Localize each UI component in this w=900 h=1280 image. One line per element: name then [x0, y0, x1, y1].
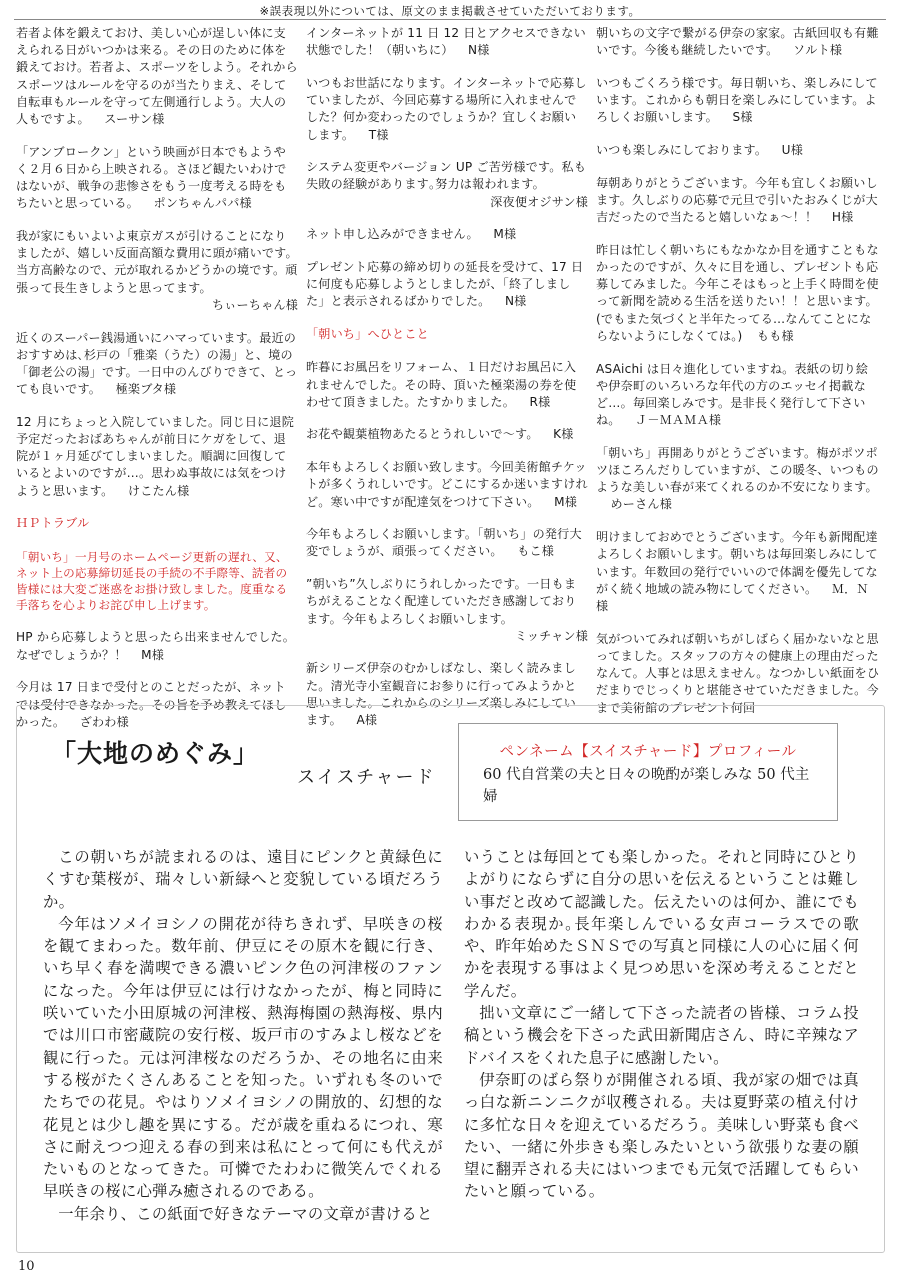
essay-section [16, 705, 885, 1253]
reader-comment: いつも楽しみにしております。 U様 [596, 143, 804, 158]
essay-paragraph: 一年余り、この紙面で好きなテーマの文章が書けると [58, 1204, 433, 1223]
reader-comment: 12 月にちょっと入院していました。同じ日に退院予定だったおばあちゃんが前日にケガをして、退院が１ヶ月延びてしまいました。順調に回復しているとよいのですが…。思わぬ事故には気をつけようと思います。 けこたん様 [16, 414, 295, 498]
comment-signature: H様 [831, 210, 854, 225]
disclaimer-note: ※誤表現以外については、原文のまま掲載させていただいております。 [259, 4, 641, 18]
essay-paragraph: 拙い文章にご一緒して下さった読者の皆様、コラム投稿という機会を下さった武田新聞店さん、時に辛辣なアドバイスをくれた息子に感謝したい。 [464, 1004, 859, 1067]
reader-comment: 気がついてみれば朝いちがしばらく届かないなと思ってました。スタッフの方々の健康上の理由だったなんて。人事とは思えません。なつかしい紙面をひだまりでじっくりと堪能させていただきました。今まで美術館のプレゼント何回 [596, 631, 880, 715]
comment-signature: ざわわ様 [79, 714, 129, 729]
reader-comment: 今月は 17 日まで受付とのことだったが、ネットでは受付できなかった。その旨を予め教えてほしかった。 ざわわ様 [16, 680, 287, 729]
essay-title: 「大地のめぐみ」 [51, 739, 260, 768]
comment-signature: ソルト様 [793, 43, 843, 58]
essay-paragraph: この朝いちが読まれるのは、遠目にピンクと黄緑色にくすむ葉桜が、瑞々しい新緑へと変貌している頃だろうか。 [43, 848, 443, 911]
comment-signature: A様 [356, 713, 378, 728]
reader-comment: HP から応募しようと思ったら出来ませんでした。なぜでしょうか？！ M様 [16, 630, 296, 662]
reader-comment: 我が家にもいよいよ東京ガスが引けることになりましたが、嬉しい反面高額な費用に頭が痛いです。当方高齢なので、元が取れるかどうかの境です。頑張って長生きしようと思ってます。 ちぃーちゃん様 [16, 228, 298, 314]
reader-comment: いつもお世話になります。インターネットで応募していましたが、今回応募する場所に入れませんでした？何か変わったのでしょうか？宜しくお願いします。 T様 [306, 75, 587, 142]
comment-signature: スーサン様 [104, 112, 165, 127]
essay-column-right [464, 846, 859, 1203]
reader-comment: プレゼント応募の締め切りの延長を受けて、17 日に何度も応募しようとしましたが、「終了しました」と表示されるばかりでした。 N様 [306, 260, 584, 309]
essay-paragraph: 今年はソメイヨシノの開花が待ちきれず、早咲きの桜を観てまわった。数年前、伊豆にその原木を観に行き、いち早く春を満喫できる濃いピンク色の河津桜のファンになった。今年は伊豆には行けなかったが、梅と同時に咲いていた小田原城の河津桜、熱海梅園の熱海桜、県内では川口市密蔵院の安行桜、坂戸市のすみよし桜などを観に行った。元は河津桜なのだろうか、その地名に由来する桜がたくさんあることを知った。いずれも冬のいでたちでの花見。やはりソメイヨシノの開放的、幻想的な花見とは少し趣を異にする。だが歳を重ねるにつれ、寒さに耐えつつ迎える春の到来は私にとって何にも代えがたいものとなってきた。可憐でたわわに微笑んでくれる早咲きの桜に心弾み癒されるのである。 [43, 914, 443, 1201]
comment-signature: もこ様 [517, 544, 555, 559]
profile-text: 60 代自営業の夫と日々の晩酌が楽しみな 50 代主婦 [483, 767, 810, 805]
hp-trouble-heading: ＨＰトラブル [16, 516, 90, 531]
comment-signature: R様 [529, 394, 551, 409]
comment-signature: ちぃーちゃん様 [211, 297, 298, 312]
comment-signature: ポンちゃんパパ様 [153, 196, 252, 211]
comment-signature: ミッチャン様 [514, 628, 588, 643]
reader-comment: 「アンブロークン」という映画が日本でもようやく２月６日から上映される。さほど観たいわけではないが、戦争の悲惨さをもう一度考える時をもちたいと思っている。 ポンちゃんパパ様 [16, 144, 287, 211]
comment-signature: 極楽ブタ様 [115, 382, 177, 397]
comment-signature: Ｍ．Ｎ様 [596, 581, 869, 613]
reader-comment: お花や観葉植物あたるとうれしいで～す。 K様 [306, 427, 574, 442]
essay-author: スイスチャード [297, 767, 436, 788]
comment-signature: U様 [781, 143, 804, 158]
reader-comment: 若者よ体を鍛えておけ、美しい心が逞しい体に支えられる日がいつかは来る。その日のために体を鍛えておけ。若者よ、スポーツをしよう。それからスポーツはルールを守るのが当たりまえ、そして自転車もルールを守って左側通行しよう。大人の人もですよ。 スーサン様 [16, 26, 298, 127]
reader-comment: 朝いちの文字で繋がる伊奈の家家。古紙回収も有難いです。今後も継続したいです。 ソルト様 [596, 26, 879, 58]
reader-comment: 「朝いち」再開ありがとうございます。梅がポツポツほころんだりしていますが、この暖冬、いつものような美しい春が来てくれるのか不安になります。めーさん様 [596, 445, 879, 512]
reader-comment: 昨日は忙しく朝いちにもなかなか目を通すこともなかったのですが、久々に目を通し、プレゼントも応募してみました。今年こそはもっと上手く時間を使って新聞を読める生活を送りたい！！と思います。(でもまた気づくと半年たってる…なんてことにならないようにしなくては。) もも様 [596, 242, 879, 343]
comment-signature: M様 [554, 494, 578, 509]
reader-comment: 明けましておめでとうございます。今年も新聞配達よろしくお願いします。朝いちは毎回楽しみにしています。年数回の発行でいいので体調を優先してながく続く地域の読み物にしてください。 Ｍ．Ｎ様 [596, 530, 878, 613]
reader-comment: 近くのスーパー銭湯通いにハマっています。最近のおすすめは､杉戸の「雅楽（うた）の湯」と、境の「御老公の湯」です。一日中のんびりできて、とっても良いです。 極楽ブタ様 [16, 330, 298, 397]
comment-signature: もも様 [756, 328, 794, 343]
reader-comment: システム変更やバージョン UP ご苦労様です。私も失敗の経験があります｡努力は報われます。 深夜便オジサン様 [306, 159, 588, 211]
essay-paragraph: 伊奈町のばら祭りが開催される頃、我が家の畑では真っ白な新ニンニクが収穫される。夫は夏野菜の植え付けに多忙な日々を迎えているだろう。美味しい野菜も食べたい、一緒に外歩きも楽しみたいという欲張りな妻の願望に翻弄される夫にはいつまでも元気で活躍してもらいたいと願っている。 [464, 1070, 859, 1201]
essay-column-left [43, 846, 443, 1225]
essay-paragraph: いうことは毎回とても楽しかった。それと同時にひとりよがりにならずに自分の思いを伝えるということは難しい事だと改めて認識した。伝えたいのは何か、誰にでもわかる表現か｡長年楽しんでいる女声コーラスでの歌や、昨年始めたＳＮＳでの写真と同様に人の心に届く何かを表現する事はよく見つめ思いを深め考えることだと学んだ。 [464, 848, 859, 1000]
reader-comment: ”朝いち”久しぶりにうれしかったです。一日もまちがえることなく配達していただき感謝しております。今年もよろしくお願いします。 ミッチャン様 [306, 576, 588, 645]
comment-signature: M様 [141, 647, 165, 662]
comment-signature: N様 [504, 294, 527, 309]
comment-signature: M様 [493, 227, 517, 242]
comment-signature: めーさん様 [610, 497, 672, 512]
comment-signature: T様 [368, 127, 389, 142]
reader-comment: インターネットが 11 日 12 日とアクセスできない状態でした！（朝いちに） N様 [306, 26, 586, 58]
hp-apology-notice: 「朝いち」一月号のホームページ更新の遅れ、又、ネット上の応募締切延長の手続の不手際等、読者の皆様には大変ご迷惑をお掛け致しました。度重なる手落ちを心よりお詫び申し上げます。 [16, 549, 288, 613]
comment-signature: 深夜便オジサン様 [490, 194, 588, 209]
reader-comments-column-2 [306, 25, 588, 728]
reader-comment: 今年もよろしくお願いします。「朝いち」の発行大変でしょうが、頑張ってください。 もこ様 [306, 527, 582, 559]
reader-comment: 昨暮にお風呂をリフォーム、１日だけお風呂に入れませんでした。その時、頂いた極楽湯の券を使わせて頂きました。たすかりました。 R様 [306, 360, 577, 409]
comment-signature: Ｊ－ＭＡＭＡ様 [635, 413, 722, 428]
hitokoto-heading: 「朝いち」へひとこと [306, 327, 429, 342]
reader-comment: いつもごくろう様です。毎日朝いち、楽しみにしています。これからも朝日を楽しみにしています。よろしくお願いします。 S様 [596, 75, 878, 125]
profile-heading: ペンネーム【スイスチャード】プロフィール [499, 744, 797, 760]
reader-comment: ネット申し込みができません。 M様 [306, 227, 517, 242]
comment-signature: N様 [468, 43, 490, 58]
reader-comment: 毎朝ありがとうございます。今年も宜しくお願いします。久しぶりの応募で元旦で引いたおみくじが大吉だったので当たると嬉しいなぁ～！！ H様 [596, 175, 878, 225]
reader-comment: 本年もよろしくお願い致します。今回美術館チケットが多くうれしいです。どこにするか迷いますけれど。寒い中ですが配達気をつけて下さい。 M様 [306, 460, 588, 509]
comment-signature: K様 [553, 427, 574, 442]
author-profile-box [458, 723, 838, 821]
top-divider [14, 19, 886, 20]
reader-comment: ASAichi は日々進化していますね。表紙の切り絵や伊奈町のいろいろな年代の方のエッセイ掲載など…。毎回楽しみです。是非長く発行して下さいね。 Ｊ－ＭＡＭＡ様 [596, 361, 869, 428]
comment-signature: けこたん様 [127, 483, 190, 498]
reader-comments-column-3 [596, 25, 880, 715]
reader-comment: 新シリーズ伊奈のむかしばなし、楽しく読みました。清光寺小室観音にお参りに行ってみようかと思いました。これからのシリーズ楽しみにしています。 A様 [306, 661, 577, 728]
comment-signature: S様 [732, 110, 753, 125]
page-number: 10 [18, 1259, 35, 1274]
reader-comments-column-1 [16, 25, 298, 729]
